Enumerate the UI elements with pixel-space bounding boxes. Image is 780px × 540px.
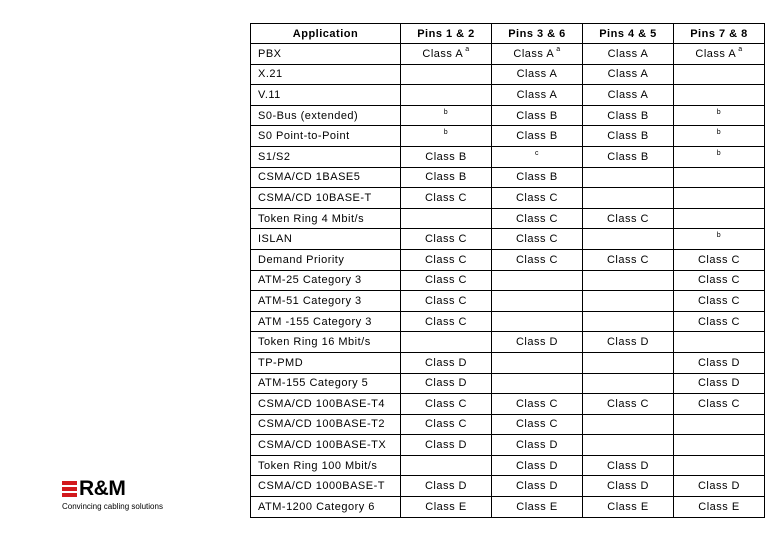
- table-row: [251, 188, 765, 209]
- class-cell: [583, 249, 674, 270]
- footnote-marker: a: [738, 45, 743, 53]
- footnote-marker: b: [716, 149, 722, 157]
- class-cell: [674, 394, 765, 415]
- class-value: Class C: [424, 418, 467, 431]
- class-value: Class C: [606, 397, 649, 410]
- table-row: [251, 394, 765, 415]
- class-cell: [583, 208, 674, 229]
- class-cell: [492, 311, 583, 332]
- class-cell: [401, 455, 492, 476]
- class-cell: [674, 208, 765, 229]
- class-value: Class C: [424, 191, 467, 204]
- class-cell: [583, 44, 674, 65]
- class-value: Class B: [516, 109, 558, 122]
- table-row: [251, 291, 765, 312]
- class-value: Class C: [424, 253, 467, 266]
- class-cell: [674, 146, 765, 167]
- class-cell: [674, 414, 765, 435]
- application-cell: ISLAN: [251, 229, 401, 250]
- application-cell: ATM -155 Category 3: [251, 311, 401, 332]
- application-cell: X.21: [251, 64, 401, 85]
- class-cell: [583, 270, 674, 291]
- class-cell: [401, 373, 492, 394]
- class-cell: [492, 332, 583, 353]
- class-cell: [674, 373, 765, 394]
- application-cell: S0-Bus (extended): [251, 105, 401, 126]
- class-cell: [674, 497, 765, 518]
- class-value: Class C: [515, 191, 558, 204]
- class-value: Class D: [424, 377, 467, 390]
- logo-tagline: Convincing cabling solutions: [62, 502, 163, 511]
- class-cell: [492, 435, 583, 456]
- class-value: Class A: [422, 47, 464, 60]
- class-cell: [492, 229, 583, 250]
- footnote-marker: b: [443, 108, 449, 116]
- class-cell: [401, 291, 492, 312]
- class-value: Class A: [695, 47, 737, 60]
- class-cell: [401, 208, 492, 229]
- application-cell: CSMA/CD 1000BASE-T: [251, 476, 401, 497]
- class-cell: [583, 291, 674, 312]
- table-row: [251, 64, 765, 85]
- class-value: Class C: [424, 397, 467, 410]
- class-cell: [674, 291, 765, 312]
- class-value: Class C: [697, 253, 740, 266]
- class-value: Class D: [606, 459, 649, 472]
- class-cell: [492, 126, 583, 147]
- class-cell: [401, 126, 492, 147]
- class-cell: [674, 105, 765, 126]
- footnote-marker: a: [556, 45, 561, 53]
- class-value: Class C: [515, 418, 558, 431]
- class-cell: [583, 435, 674, 456]
- class-cell: [401, 435, 492, 456]
- class-value: Class C: [515, 397, 558, 410]
- logo-mark: [62, 479, 202, 499]
- footnote-marker: a: [465, 45, 470, 53]
- application-cell: Demand Priority: [251, 249, 401, 270]
- class-value: Class C: [697, 315, 740, 328]
- application-cell: CSMA/CD 1BASE5: [251, 167, 401, 188]
- class-value: Class C: [515, 233, 558, 246]
- application-cell: PBX: [251, 44, 401, 65]
- class-cell: [674, 332, 765, 353]
- class-cell: [401, 167, 492, 188]
- class-cell: [401, 394, 492, 415]
- class-cell: [492, 167, 583, 188]
- pin-assignment-table: [250, 23, 765, 518]
- class-value: Class D: [606, 480, 649, 493]
- class-cell: [492, 270, 583, 291]
- class-value: Class D: [424, 480, 467, 493]
- class-cell: [492, 85, 583, 106]
- header-pins-4-5: Pins 4 & 5: [583, 24, 674, 44]
- class-value: Class A: [516, 68, 558, 81]
- application-cell: ATM-51 Category 3: [251, 291, 401, 312]
- header-pins-1-2: Pins 1 & 2: [401, 24, 492, 44]
- class-cell: [583, 167, 674, 188]
- class-cell: [583, 105, 674, 126]
- class-cell: [492, 208, 583, 229]
- class-value: Class C: [424, 294, 467, 307]
- class-cell: [674, 352, 765, 373]
- class-cell: [401, 352, 492, 373]
- class-value: Class B: [607, 109, 649, 122]
- application-cell: ATM-25 Category 3: [251, 270, 401, 291]
- class-cell: [401, 249, 492, 270]
- class-cell: [492, 373, 583, 394]
- class-value: Class B: [516, 130, 558, 143]
- class-cell: [674, 455, 765, 476]
- class-cell: [492, 249, 583, 270]
- class-cell: [492, 146, 583, 167]
- class-value: Class E: [698, 500, 740, 513]
- class-cell: [583, 332, 674, 353]
- class-cell: [674, 270, 765, 291]
- class-cell: [583, 64, 674, 85]
- class-value: Class C: [515, 253, 558, 266]
- table-row: [251, 126, 765, 147]
- table-body: [251, 44, 765, 518]
- class-value: Class D: [424, 439, 467, 452]
- class-value: Class A: [607, 68, 649, 81]
- class-cell: [674, 188, 765, 209]
- table-row: [251, 249, 765, 270]
- class-cell: [583, 146, 674, 167]
- class-cell: [674, 249, 765, 270]
- table-row: [251, 311, 765, 332]
- class-cell: [583, 455, 674, 476]
- class-cell: [583, 311, 674, 332]
- class-cell: [401, 497, 492, 518]
- logo-bars-icon: [62, 481, 77, 497]
- table-row: [251, 44, 765, 65]
- class-cell: [674, 476, 765, 497]
- class-value: Class B: [425, 150, 467, 163]
- header-pins-7-8: Pins 7 & 8: [674, 24, 765, 44]
- class-cell: [492, 291, 583, 312]
- class-cell: [492, 352, 583, 373]
- class-value: Class C: [697, 274, 740, 287]
- application-cell: CSMA/CD 100BASE-T4: [251, 394, 401, 415]
- class-value: Class C: [697, 294, 740, 307]
- class-cell: [583, 497, 674, 518]
- class-value: Class D: [424, 356, 467, 369]
- class-value: Class C: [697, 397, 740, 410]
- table-row: [251, 455, 765, 476]
- class-value: Class D: [697, 480, 740, 493]
- class-cell: [401, 332, 492, 353]
- class-cell: [583, 229, 674, 250]
- class-value: Class B: [607, 130, 649, 143]
- class-value: Class B: [516, 171, 558, 184]
- table-row: [251, 332, 765, 353]
- class-cell: [583, 188, 674, 209]
- class-value: Class C: [424, 233, 467, 246]
- table-row: [251, 229, 765, 250]
- class-cell: [401, 188, 492, 209]
- class-value: Class D: [515, 480, 558, 493]
- table-row: [251, 208, 765, 229]
- application-cell: ATM-155 Category 5: [251, 373, 401, 394]
- class-cell: [492, 44, 583, 65]
- class-cell: [583, 352, 674, 373]
- class-cell: [492, 455, 583, 476]
- class-cell: [401, 311, 492, 332]
- class-value: Class D: [515, 439, 558, 452]
- class-value: Class D: [697, 377, 740, 390]
- logo-brand: R&M: [79, 477, 126, 500]
- class-value: Class D: [515, 459, 558, 472]
- class-value: Class E: [607, 500, 649, 513]
- class-value: Class B: [607, 150, 649, 163]
- class-value: Class C: [424, 315, 467, 328]
- class-cell: [492, 105, 583, 126]
- application-cell: S0 Point-to-Point: [251, 126, 401, 147]
- class-cell: [674, 126, 765, 147]
- class-cell: [401, 270, 492, 291]
- class-cell: [583, 126, 674, 147]
- class-cell: [583, 476, 674, 497]
- class-cell: [401, 146, 492, 167]
- class-cell: [401, 414, 492, 435]
- class-value: Class C: [515, 212, 558, 225]
- class-value: Class A: [513, 47, 555, 60]
- class-value: Class D: [697, 356, 740, 369]
- class-cell: [492, 64, 583, 85]
- table-row: [251, 270, 765, 291]
- footnote-marker: b: [716, 232, 722, 240]
- class-cell: [401, 44, 492, 65]
- class-value: Class D: [515, 336, 558, 349]
- class-cell: [401, 229, 492, 250]
- application-cell: S1/S2: [251, 146, 401, 167]
- class-value: Class D: [606, 336, 649, 349]
- table-row: [251, 435, 765, 456]
- class-cell: [674, 311, 765, 332]
- class-cell: [583, 373, 674, 394]
- class-cell: [492, 188, 583, 209]
- table-row: [251, 414, 765, 435]
- footnote-marker: b: [716, 129, 722, 137]
- application-cell: ATM-1200 Category 6: [251, 497, 401, 518]
- class-cell: [492, 394, 583, 415]
- application-cell: V.11: [251, 85, 401, 106]
- class-value: Class E: [516, 500, 558, 513]
- class-cell: [674, 229, 765, 250]
- application-cell: Token Ring 16 Mbit/s: [251, 332, 401, 353]
- header-application: Application: [251, 24, 401, 44]
- application-cell: CSMA/CD 10BASE-T: [251, 188, 401, 209]
- table-row: [251, 373, 765, 394]
- class-value: Class B: [425, 171, 467, 184]
- table-row: [251, 85, 765, 106]
- table-row: [251, 146, 765, 167]
- rm-logo: [62, 479, 202, 511]
- class-cell: [401, 476, 492, 497]
- footnote-marker: c: [535, 149, 539, 157]
- class-cell: [583, 85, 674, 106]
- class-cell: [674, 167, 765, 188]
- table-row: [251, 352, 765, 373]
- class-cell: [492, 497, 583, 518]
- class-value: Class A: [607, 47, 649, 60]
- header-row: [251, 24, 765, 44]
- application-cell: CSMA/CD 100BASE-T2: [251, 414, 401, 435]
- class-value: Class C: [424, 274, 467, 287]
- class-value: Class A: [516, 88, 558, 101]
- class-cell: [674, 435, 765, 456]
- class-cell: [401, 85, 492, 106]
- class-cell: [583, 394, 674, 415]
- table-row: [251, 497, 765, 518]
- application-cell: Token Ring 100 Mbit/s: [251, 455, 401, 476]
- class-cell: [674, 85, 765, 106]
- class-cell: [492, 476, 583, 497]
- class-value: Class C: [606, 253, 649, 266]
- application-cell: CSMA/CD 100BASE-TX: [251, 435, 401, 456]
- footnote-marker: b: [716, 108, 722, 116]
- class-cell: [674, 64, 765, 85]
- class-value: Class C: [606, 212, 649, 225]
- class-cell: [583, 414, 674, 435]
- class-cell: [401, 105, 492, 126]
- footnote-marker: b: [443, 129, 449, 137]
- class-cell: [401, 64, 492, 85]
- table-row: [251, 105, 765, 126]
- class-value: Class E: [425, 500, 467, 513]
- table-row: [251, 476, 765, 497]
- class-cell: [492, 414, 583, 435]
- table-row: [251, 167, 765, 188]
- application-cell: TP-PMD: [251, 352, 401, 373]
- class-cell: [674, 44, 765, 65]
- application-cell: Token Ring 4 Mbit/s: [251, 208, 401, 229]
- header-pins-3-6: Pins 3 & 6: [492, 24, 583, 44]
- class-value: Class A: [607, 88, 649, 101]
